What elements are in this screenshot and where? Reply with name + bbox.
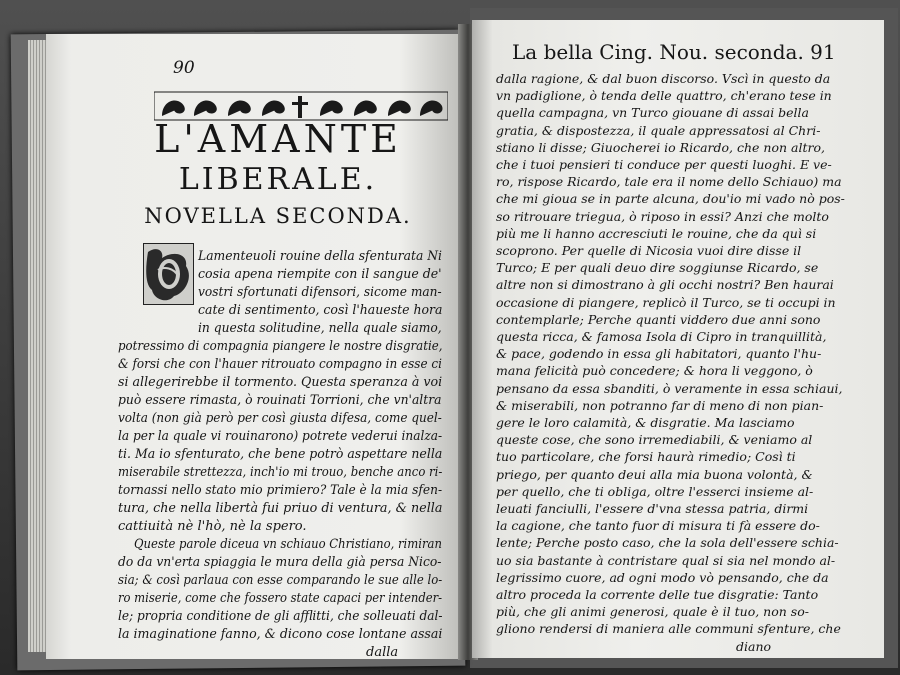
text-line: tuo particolare, che forsi haurà rimedio; Così ti bbox=[496, 449, 796, 465]
text-line: & pace, godendo in essa gli habitatori, quanto l'hu- bbox=[496, 346, 822, 362]
text-line: gliono rendersi di maniera alle communi sfenture, che bbox=[496, 621, 841, 637]
story-title: L'AMANTE bbox=[154, 117, 402, 161]
text-line: dalla bbox=[366, 645, 399, 659]
text-line: gere le loro calamità, & disgratie. Ma lasciamo bbox=[496, 415, 795, 430]
text-line: so ritrouare triegua, ò riposo in essi? Anzi che molto bbox=[496, 208, 829, 224]
text-line: leuati fanciulli, l'essere d'vna stessa patria, dirmi bbox=[496, 501, 809, 516]
text-line: stiano li disse; Giuocherei io Ricardo, che non altro, bbox=[496, 139, 825, 155]
text-line: per quello, che ti obliga, oltre l'esserci insieme al- bbox=[496, 483, 814, 499]
text-line: & forsi che con l'hauer ritrouato compagno in esse ci bbox=[118, 357, 442, 372]
text-line: altre non si dimostrano à gli occhi nostri? Ben haurai bbox=[496, 277, 834, 293]
text-line: questa ricca, & famosa Isola di Cipro in tranquillità, bbox=[496, 329, 827, 344]
text-line: ro, rispose Ricardo, tale era il nome dello Schiauo) ma bbox=[496, 174, 842, 190]
text-line: cattiuità nè l'hò, nè la spero. bbox=[118, 519, 307, 534]
right-page bbox=[472, 20, 884, 658]
text-line: scoprono. Per quelle di Nicosia vuoi dire disse il bbox=[496, 243, 802, 258]
novella-heading: NOVELLA SECONDA. bbox=[144, 204, 412, 228]
text-line: uo sia bastante à contristare qual si sia nel mondo al- bbox=[496, 552, 836, 568]
text-line: dalla ragione, & dal buon discorso. Vscì in questo da bbox=[496, 71, 831, 86]
story-title-second-line: LIBERALE. bbox=[178, 162, 378, 197]
text-line: miserabile strettezza, inch'io mi trouo, benche anco ri- bbox=[118, 465, 443, 480]
text-line: che i tuoi pensieri ti conduce per questi luoghi. E ve- bbox=[496, 157, 832, 172]
text-line: più me li hanno accresciuti le rouine, che da quì si bbox=[496, 225, 817, 241]
text-line: in questa solitudine, nella quale siamo, bbox=[198, 321, 442, 336]
text-line: tura, che nella libertà fui priuo di ventura, & nella bbox=[118, 501, 443, 516]
text-line: la per la quale vi rouinarono) potrete vederui inalza- bbox=[118, 429, 443, 444]
text-line: può essere rimasta, ò rouinati Torrioni, che vn'altra bbox=[118, 393, 442, 408]
running-header: La bella Cing. Nou. seconda. 91 bbox=[512, 40, 836, 64]
text-line: la imaginatione fanno, & dicono cose lontane assai bbox=[118, 627, 443, 642]
text-line: legrissimo cuore, ad ogni modo vò pensando, che da bbox=[496, 569, 829, 585]
text-line: più, che gli animi generosi, quale è il tuo, non so- bbox=[496, 604, 809, 620]
text-line: Lamenteuoli rouine della sfenturata Ni bbox=[198, 249, 442, 264]
text-line: quella campagna, vn Turco giouane di assai bella bbox=[496, 105, 810, 121]
text-line: do da vn'erta spiaggia le mura della già persa Nico- bbox=[118, 555, 442, 570]
left-page bbox=[46, 34, 462, 659]
page-number: 90 bbox=[173, 58, 195, 78]
text-line: la cagione, che tanto fuor di misura ti fà essere do- bbox=[496, 518, 820, 534]
text-line: Queste parole diceua vn schiauo Christiano, rimiran bbox=[134, 537, 442, 552]
text-line: & miserabili, non potranno far di meno di non pian- bbox=[496, 397, 824, 413]
decorated-initial-o bbox=[143, 243, 194, 305]
text-line: ti. Ma io sfenturato, che bene potrò aspettare nella bbox=[118, 447, 443, 462]
text-line: lente; Perche posto caso, che la sola dell'essere schia- bbox=[496, 535, 839, 551]
text-line: che mi gioua se in parte alcuna, dou'io mi vado nò pos- bbox=[496, 191, 845, 207]
text-line: Turco; E per quali deuo dire soggiunse Ricardo, se bbox=[496, 260, 819, 276]
text-line: priego, per quanto deui alla mia buona volontà, & bbox=[496, 466, 813, 482]
text-line: volta (non già però per così giusta difesa, come quel- bbox=[118, 411, 442, 426]
text-line: si allegerirebbe il tormento. Questa speranza à voi bbox=[118, 375, 443, 390]
text-line: potressimo di compagnia piangere le nostre disgratie, bbox=[118, 339, 443, 354]
text-line: pensano da essa sbanditi, ò veramente in essa schiaui, bbox=[496, 380, 843, 396]
text-line: occasione di piangere, replicò il Turco, se ti occupi in bbox=[496, 294, 836, 310]
text-line: ro miserie, come che fossero state capaci per intender- bbox=[118, 591, 443, 606]
text-line: cosia apena riempite con il sangue de' bbox=[198, 267, 442, 282]
text-line: tornassi nello stato mio primiero? Tale è la mia sfen- bbox=[118, 483, 443, 498]
text-line: sia; & così parlaua con esse comparando le sue alle lo- bbox=[118, 573, 443, 588]
text-line: cate di sentimento, così l'haueste hora bbox=[198, 303, 443, 318]
text-line: vn padiglione, ò tenda delle quattro, ch'erano tese in bbox=[496, 88, 832, 104]
text-line: mana felicità può concedere; & hora li veggono, ò bbox=[496, 363, 813, 379]
text-line: queste cose, che sono irremediabili, & veniamo al bbox=[496, 432, 813, 448]
text-line: vostri sfortunati difensori, sicome man- bbox=[198, 285, 442, 300]
text-line: le; propria conditione de gli afflitti, che solleuati dal- bbox=[118, 609, 443, 624]
text-line: contemplarle; Perche quanti viddero due anni sono bbox=[496, 311, 821, 327]
text-line: gratia, & dispostezza, il quale appressatosi al Chri- bbox=[496, 122, 821, 138]
text-line: altro proceda la corrente delle tue disgratie: Tanto bbox=[496, 587, 819, 602]
text-line: diano bbox=[736, 638, 772, 654]
